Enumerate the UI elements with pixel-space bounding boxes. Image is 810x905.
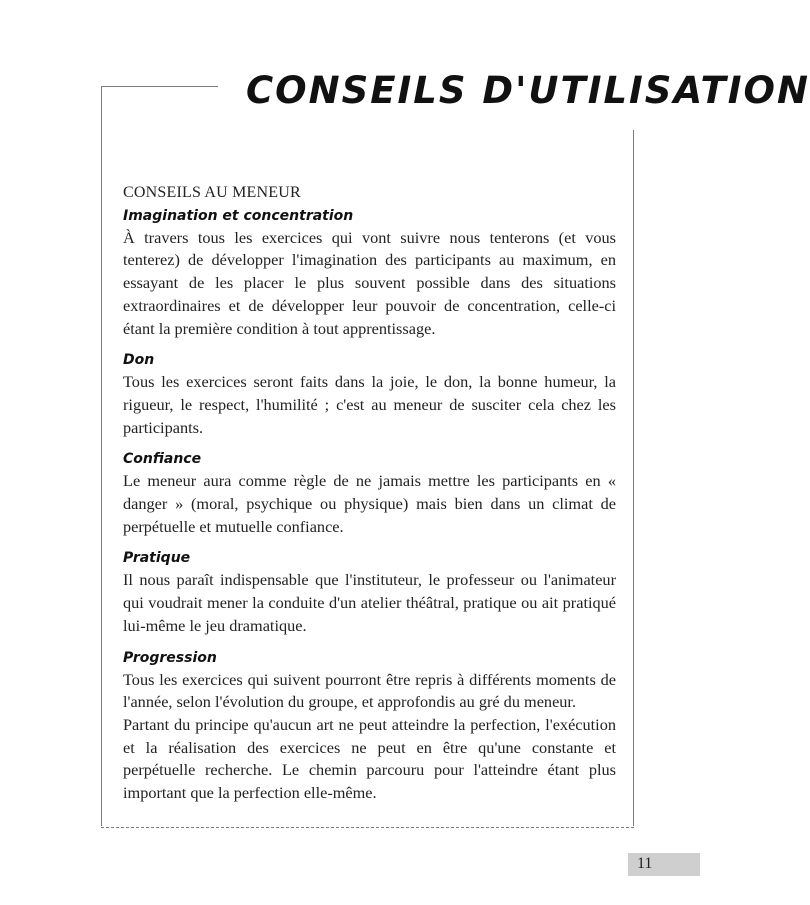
section-heading: CONSEILS AU MENEUR [123,184,301,201]
paragraph-confiance: Le meneur aura comme règle de ne jamais mettre les participants en « danger » (moral, psychique ou physique) mais bien dans un climat de perpétuelle et mutuelle confiance. [123,471,616,536]
page-number-tab [628,853,700,876]
frame-bottom-dashed-border [101,827,634,828]
frame-right-border [633,130,634,826]
frame-top-border [101,86,218,87]
subsection-title-pratique: Pratique [123,550,191,567]
page-content [123,182,616,805]
subsection-title-don: Don [123,352,155,369]
subsection-title-progression: Progression [123,649,217,666]
frame-left-border [101,86,102,826]
paragraph-pratique: Il nous paraît indispensable que l'instituteur, le professeur ou l'animateur qui voudrait mener la conduite d'un atelier théâtral, pratique ou ait pratiqué lui-même le jeu dramatique. [123,570,616,635]
paragraph-progression-2: Partant du principe qu'aucun art ne peut atteindre la perfection, l'exécution et la réalisation des exercices ne peut en être qu'une constante et perpétuelle recherche. Le chemin parcouru pour l'atteindre étant plus important que la perfection elle-même. [123,714,616,803]
subsection-title-imagination: Imagination et concentration [123,207,354,224]
paragraph-imagination: À travers tous les exercices qui vont suivre nous tenterons (et vous tenterez) de développer l'imagination des participants au maximum, en essayant de les placer le plus souvent possible dans des situations extraordinaires et de développer leur pouvoir de concentration, celle-ci étant la première condition à tout apprentissage. [123,227,616,338]
subsection-title-confiance: Confiance [123,451,202,468]
chapter-title: CONSEILS D'UTILISATION [246,69,810,112]
paragraph-progression-1: Tous les exercices qui suivent pourront être repris à différents moments de l'année, selon l'évolution du groupe, et approfondis au gré du meneur. [123,669,616,712]
page-number: 11 [637,855,653,872]
paragraph-don: Tous les exercices seront faits dans la joie, le don, la bonne humeur, la rigueur, le respect, l'humilité ; c'est au meneur de susciter cela chez les participants. [123,372,616,437]
